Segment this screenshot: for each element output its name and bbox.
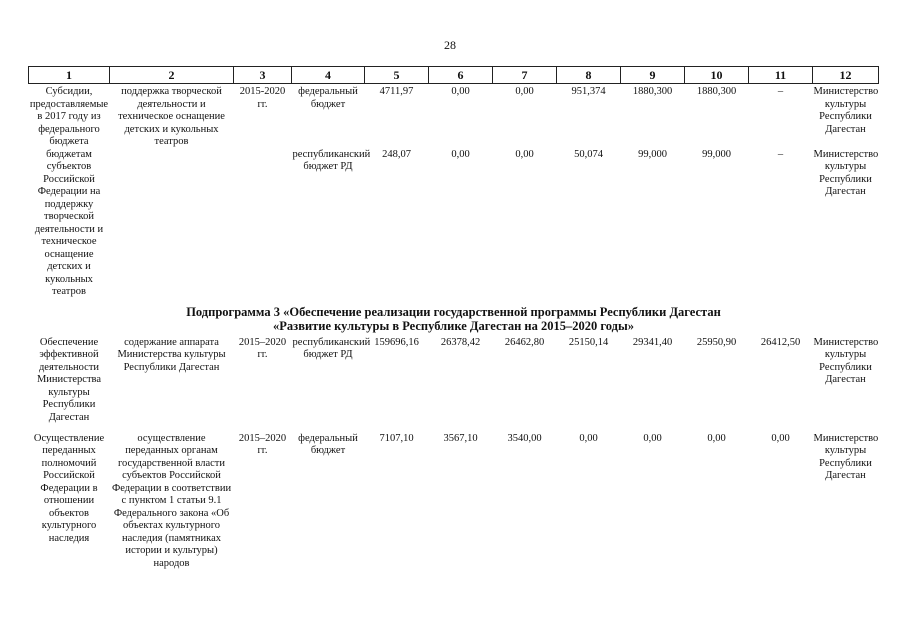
table-row xyxy=(29,84,879,149)
section-heading xyxy=(29,299,879,337)
funding-source: республиканский бюджет РД xyxy=(292,148,371,172)
amount-2017: 50,074 xyxy=(574,148,603,160)
amount-2020: – xyxy=(777,86,784,97)
table-row xyxy=(29,337,879,433)
period xyxy=(234,149,292,299)
activity-description: осуществление переданных органам государственной власти субъектов Российской Федерации в соответствии с пунктом 1 статьи 9.1 Федерального закона «Об объектах культурного наследия (памятниках истории и культуры) народов xyxy=(111,432,232,569)
column-number: 8 xyxy=(557,67,621,84)
table-row xyxy=(29,433,879,571)
amount-2018: 0,00 xyxy=(643,432,662,444)
column-number: 4 xyxy=(292,67,365,84)
column-number: 1 xyxy=(29,67,110,84)
amount-2015: 0,00 xyxy=(451,148,470,160)
activity-description xyxy=(110,149,234,299)
amount-2018: 99,000 xyxy=(638,148,667,160)
amount-total: 248,07 xyxy=(382,148,411,160)
amount-2016: 0,00 xyxy=(515,86,534,97)
column-number-row xyxy=(29,67,879,84)
activity-description: содержание аппарата Министерства культуры Республики Дагестан xyxy=(117,336,226,373)
column-number: 9 xyxy=(621,67,685,84)
amount-2017: 25150,14 xyxy=(568,336,609,348)
executor: Министерство культуры Республики Дагестан xyxy=(813,86,879,135)
amount-2016: 3540,00 xyxy=(507,432,542,444)
section-heading-row xyxy=(29,299,879,337)
period: 2015–2020 гг. xyxy=(238,432,287,456)
column-number: 7 xyxy=(493,67,557,84)
amount-2019: 99,000 xyxy=(702,148,731,160)
table-row xyxy=(29,149,879,299)
executor: Министерство культуры Республики Дагестан xyxy=(813,148,879,197)
amount-2017: 0,00 xyxy=(579,432,598,444)
funding-source: федеральный бюджет xyxy=(298,86,358,110)
program-table xyxy=(28,66,879,570)
event-name: Осуществление переданных полномочий Российской Федерации в отношении объектов культурного наследия xyxy=(33,432,105,544)
column-number: 10 xyxy=(685,67,749,84)
amount-2020: 26412,50 xyxy=(760,336,801,348)
amount-2016: 26462,80 xyxy=(504,336,545,348)
period: 2015–2020 гг. xyxy=(238,336,287,360)
amount-2019: 25950,90 xyxy=(696,336,737,348)
column-number: 11 xyxy=(749,67,813,84)
section-title-line: «Развитие культуры в Республике Дагестан на 2015–2020 годы» xyxy=(273,318,634,333)
event-name: Субсидии, предоставляемые в 2017 году из федерального бюджета бюджетам субъектов Российской Федерации на поддержку творческой деятельности и техническое оснащение детских и кукольных театров xyxy=(29,86,109,297)
funding-source: республиканский бюджет РД xyxy=(292,336,371,360)
amount-2020: – xyxy=(777,148,784,160)
amount-2018: 29341,40 xyxy=(632,336,673,348)
column-number: 6 xyxy=(429,67,493,84)
column-number: 2 xyxy=(110,67,234,84)
executor: Министерство культуры Республики Дагестан xyxy=(813,432,879,481)
page-number: 28 xyxy=(444,38,456,52)
period: 2015-2020 гг. xyxy=(239,86,286,110)
event-name: Обеспечение эффективной деятельности Министерства культуры Республики Дагестан xyxy=(36,336,102,423)
amount-2015: 0,00 xyxy=(451,86,470,97)
amount-2019: 1880,300 xyxy=(696,86,737,97)
amount-total: 7107,10 xyxy=(379,432,414,444)
amount-2017: 951,374 xyxy=(571,86,606,97)
section-title-line: Подпрограмма 3 «Обеспечение реализации государственной программы Республики Дагестан xyxy=(186,304,721,319)
amount-2020: 0,00 xyxy=(771,432,790,444)
column-number: 12 xyxy=(813,67,879,84)
amount-2015: 3567,10 xyxy=(443,432,478,444)
amount-total: 4711,97 xyxy=(379,86,414,97)
amount-2016: 0,00 xyxy=(515,148,534,160)
column-number: 5 xyxy=(365,67,429,84)
funding-source: федеральный бюджет xyxy=(298,432,358,456)
amount-total: 159696,16 xyxy=(374,336,419,348)
amount-2018: 1880,300 xyxy=(632,86,673,97)
amount-2019: 0,00 xyxy=(707,432,726,444)
amount-2015: 26378,42 xyxy=(440,336,481,348)
column-number: 3 xyxy=(234,67,292,84)
executor: Министерство культуры Республики Дагестан xyxy=(813,336,879,385)
activity-description: поддержка творческой деятельности и техническое оснащение детских и кукольных театров xyxy=(118,86,225,147)
